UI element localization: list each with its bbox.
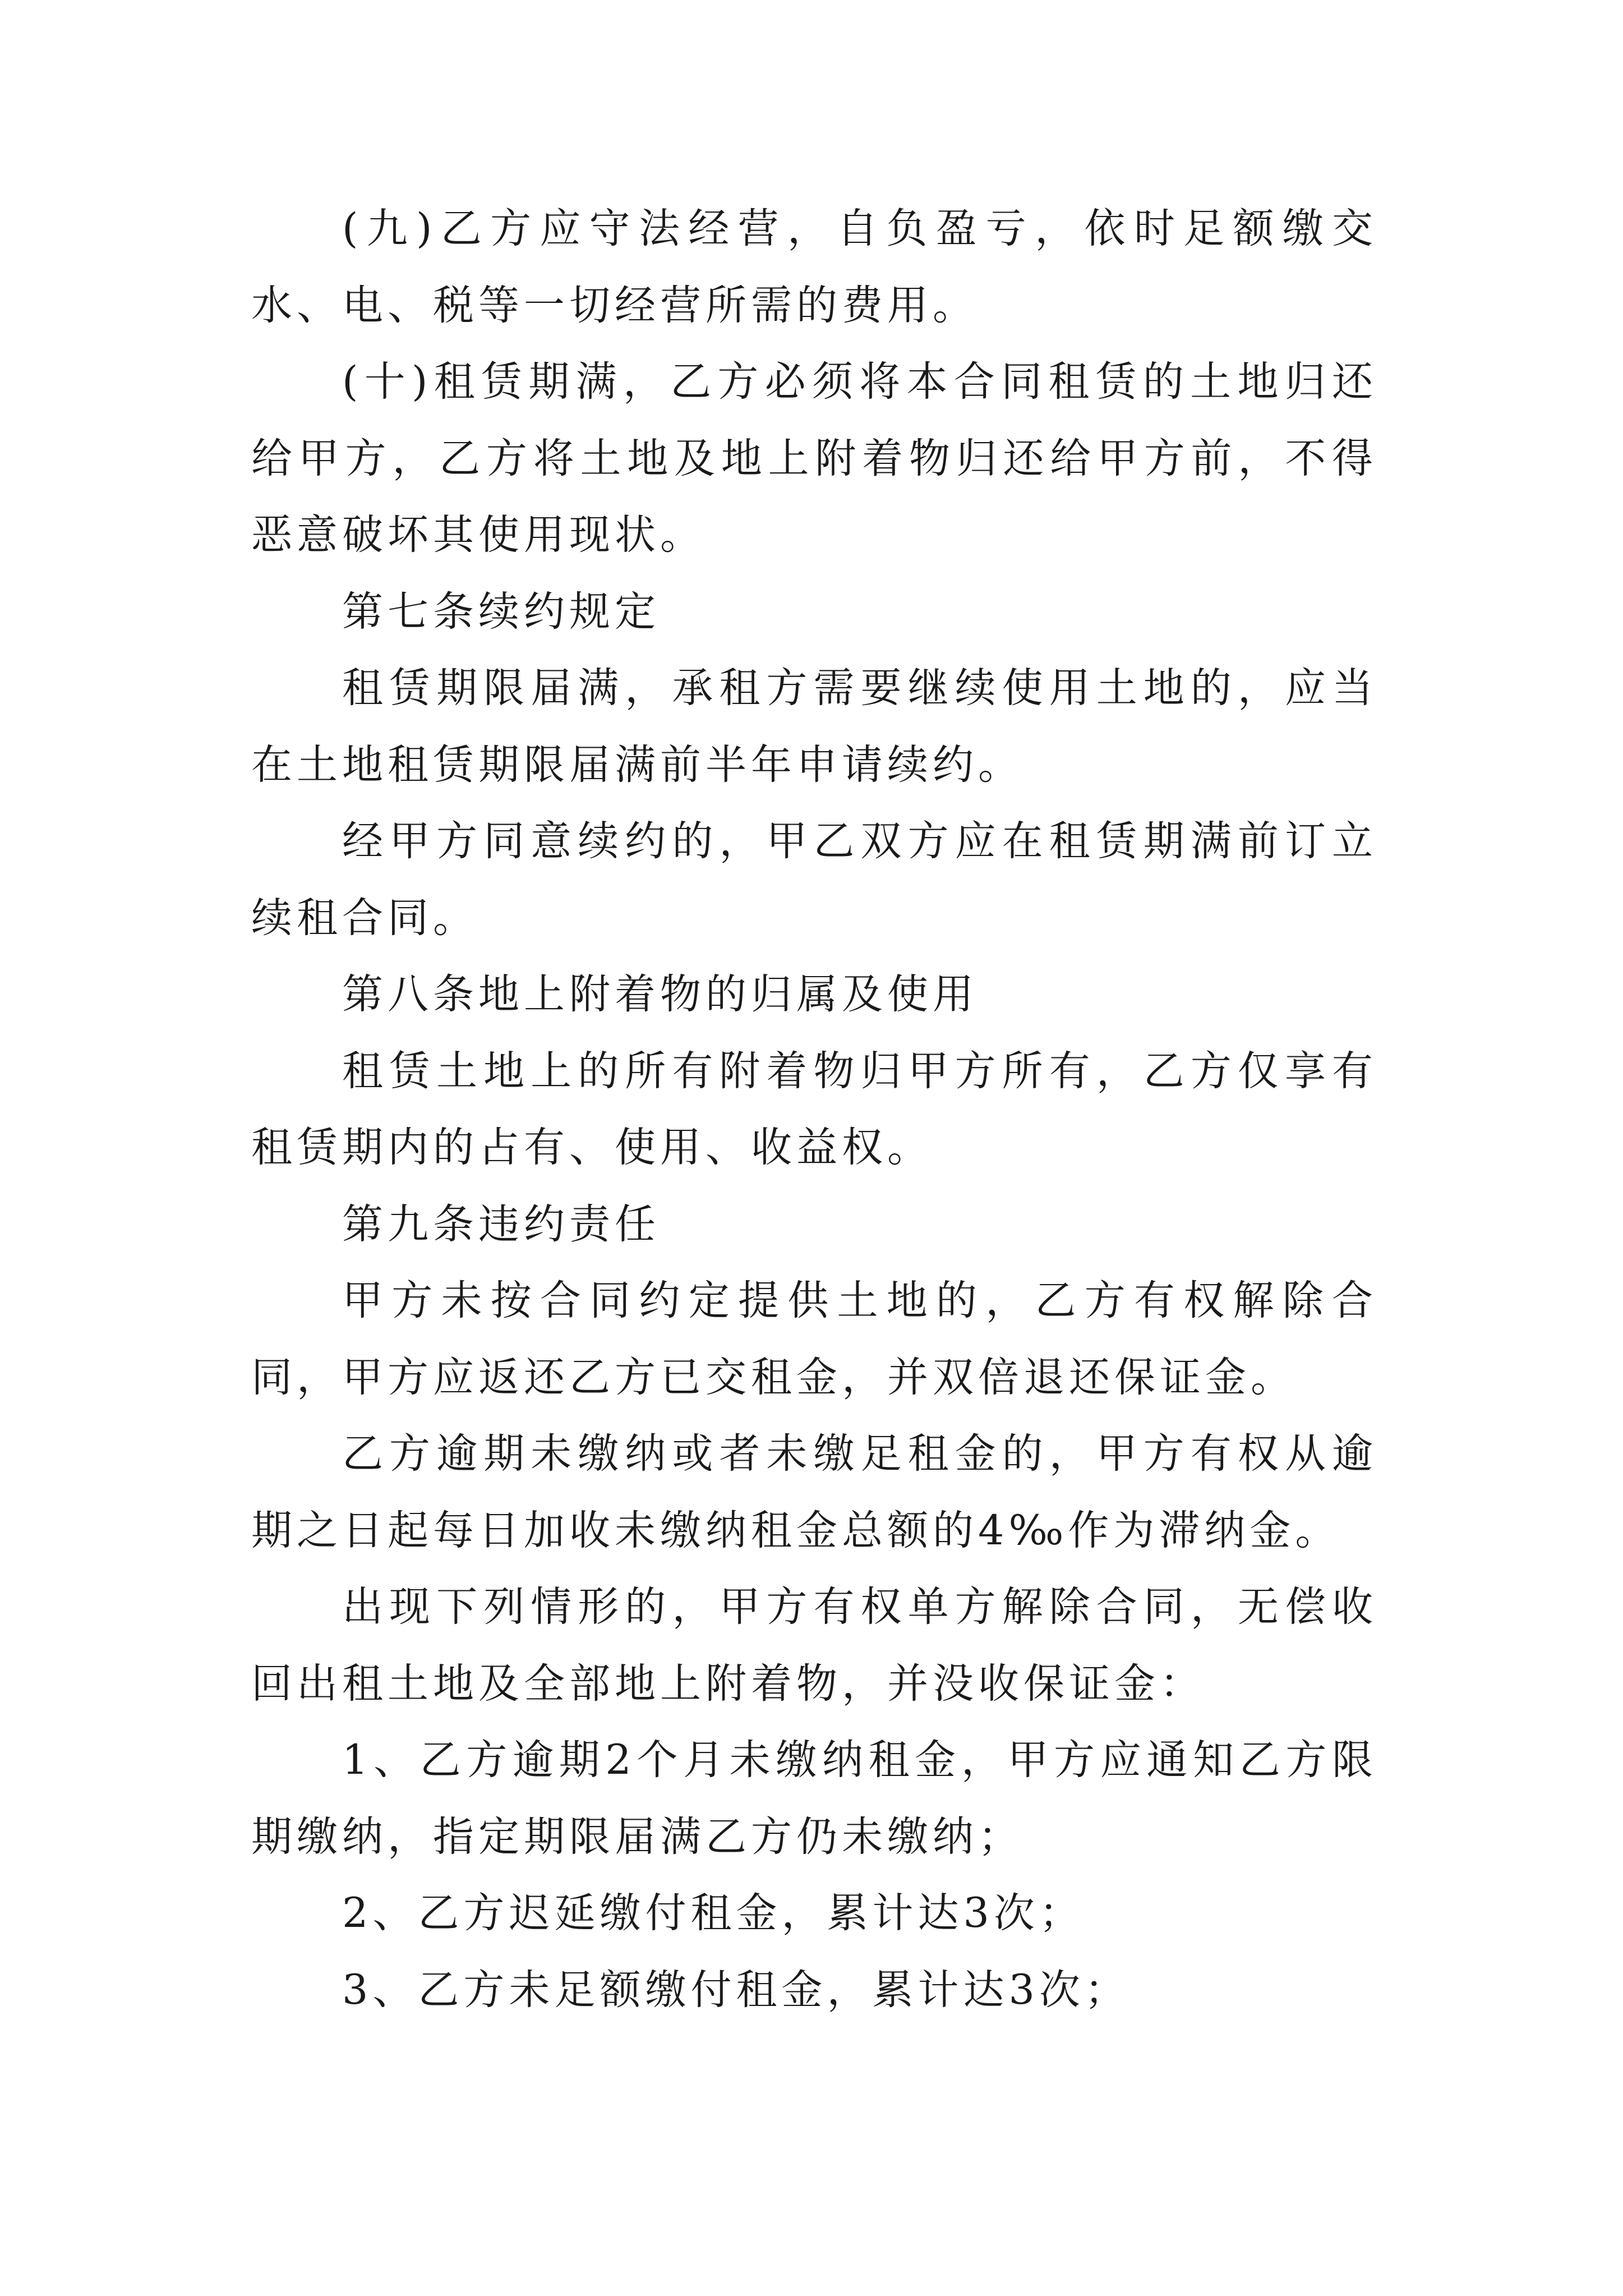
heading-article-9: 第九条违约责任 — [342, 1200, 660, 1248]
list-item-2: 2、乙方迟延缴付租金，累计达3次； — [342, 1889, 1085, 1937]
paragraph-renewal-application: 租赁期限届满，承租方需要继续使用土地的，应当在土地租赁期限届满前半年申请续约。 — [251, 664, 1377, 789]
heading-article-7: 第七条续约规定 — [342, 587, 660, 636]
paragraph-clause-10: (十)租赁期满，乙方必须将本合同租赁的土地归还给甲方，乙方将土地及地上附着物归还给甲方前，不得恶意破坏其使用现状。 — [251, 358, 1377, 559]
paragraph-lessor-breach: 甲方未按合同约定提供土地的，乙方有权解除合同，甲方应返还乙方已交租金，并双倍退还保证金。 — [251, 1277, 1377, 1401]
document-body — [251, 191, 1377, 2028]
list-item-3: 3、乙方未足额缴付租金，累计达3次； — [342, 1966, 1130, 2014]
heading-article-8: 第八条地上附着物的归属及使用 — [342, 970, 978, 1018]
paragraph-attachments-ownership: 租赁土地上的所有附着物归甲方所有，乙方仅享有租赁期内的占有、使用、收益权。 — [251, 1047, 1377, 1171]
paragraph-renewal-contract: 经甲方同意续约的，甲乙双方应在租赁期满前订立续租合同。 — [251, 817, 1377, 942]
paragraph-clause-9: (九)乙方应守法经营，自负盈亏，依时足额缴交水、电、税等一切经营所需的费用。 — [251, 205, 1377, 329]
paragraph-termination-conditions: 出现下列情形的，甲方有权单方解除合同，无偿收回出租土地及全部地上附着物，并没收保证金： — [251, 1583, 1377, 1708]
paragraph-late-fee: 乙方逾期未缴纳或者未缴足租金的，甲方有权从逾期之日起每日加收未缴纳租金总额的4‰作为滞纳金。 — [251, 1430, 1377, 1554]
list-item-1: 1、乙方逾期2个月未缴纳租金，甲方应通知乙方限期缴纳，指定期限届满乙方仍未缴纳； — [251, 1736, 1377, 1861]
